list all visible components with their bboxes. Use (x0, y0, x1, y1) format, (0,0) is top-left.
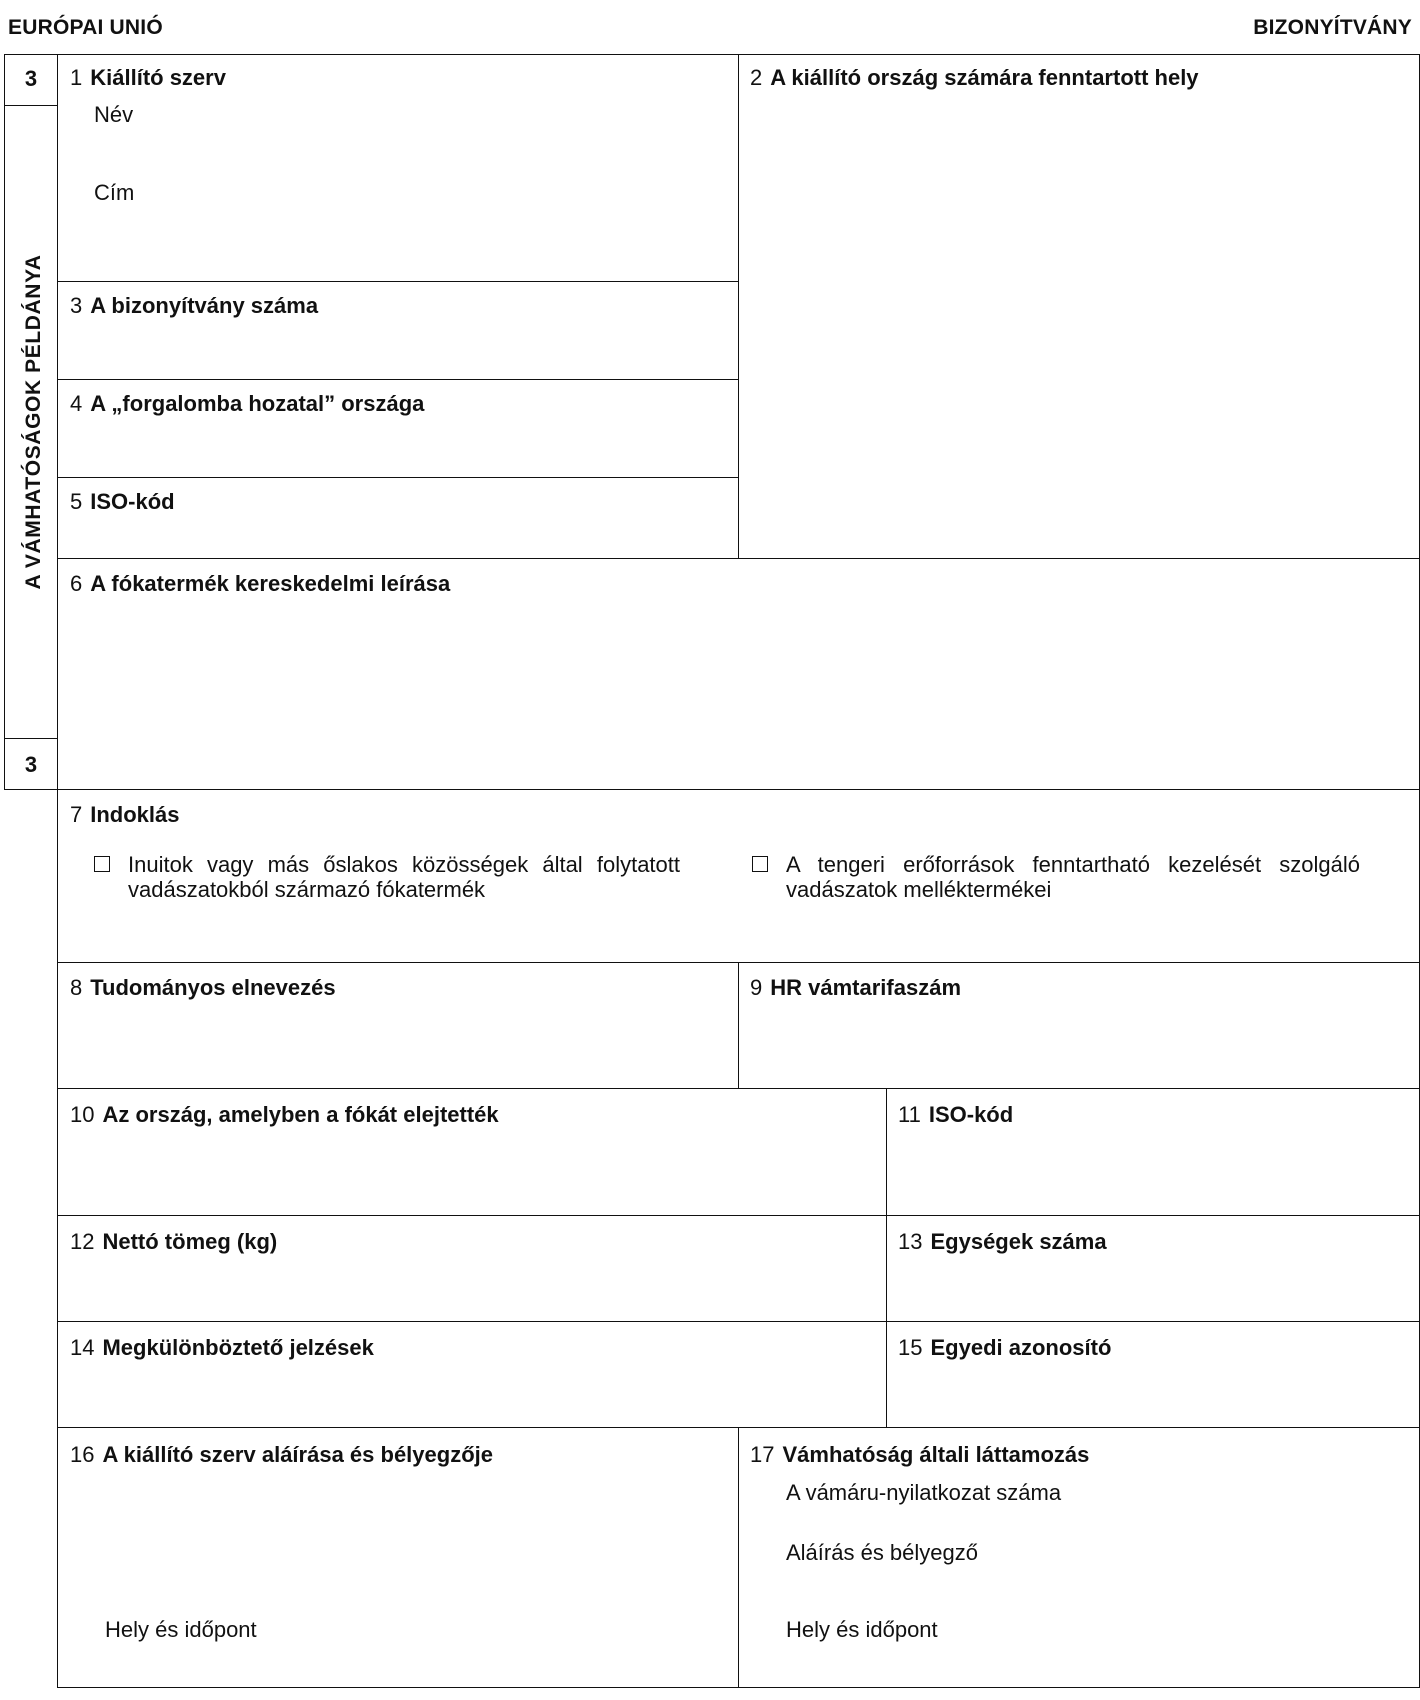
option-marine-management-text: A tengeri erőforrások fenntartható kezelését szolgáló vadászatok melléktermékei (786, 852, 1360, 902)
reason-option-marine-management[interactable] (752, 852, 1360, 902)
field-11-number: 11 (898, 1102, 921, 1127)
field-2-title: A kiállító ország számára fenntartott hely (770, 65, 1199, 90)
field-6-number: 6 (70, 571, 83, 596)
field-4-title: A „forgalomba hozatal” országa (90, 391, 425, 416)
field-4-number: 4 (70, 391, 83, 416)
field-5-number: 5 (70, 489, 83, 514)
option-indigenous-text: Inuitok vagy más őslakos közösségek által folytatott vadászatokból származó fókatermék (128, 852, 680, 902)
field-16-label (70, 1442, 493, 1468)
field-5-title: ISO-kód (90, 489, 175, 514)
field-17-number: 17 (750, 1442, 775, 1467)
checkbox-marine-management[interactable] (752, 856, 768, 872)
field-2-number: 2 (750, 65, 763, 90)
field-17-declaration-label: A vámáru-nyilatkozat száma (786, 1480, 1062, 1505)
field-7-label (70, 802, 180, 828)
field-2-label (750, 65, 1199, 91)
field-12-number: 12 (70, 1229, 95, 1254)
field-15-title: Egyedi azonosító (930, 1335, 1112, 1360)
field-6-title: A fókatermék kereskedelmi leírása (90, 571, 451, 596)
field-5-label (70, 489, 175, 515)
field-16-place-date-label: Hely és időpont (105, 1617, 257, 1642)
field-3-title: A bizonyítvány száma (90, 293, 319, 318)
copy-number-bottom: 3 (24, 752, 38, 777)
field-2-box (738, 54, 1420, 559)
field-1-number: 1 (70, 65, 83, 90)
reason-option-indigenous[interactable] (94, 852, 680, 902)
field-14-number: 14 (70, 1335, 95, 1360)
vertical-copy-label: A VÁMHATÓSÁGOK PÉLDÁNYA (22, 254, 45, 590)
field-8-label (70, 975, 336, 1001)
field-10-title: Az ország, amelyben a fókát elejtették (102, 1102, 499, 1127)
field-3-number: 3 (70, 293, 83, 318)
field-9-label (750, 975, 961, 1001)
field-10-label (70, 1102, 499, 1128)
field-17-place-date-label: Hely és időpont (786, 1617, 938, 1642)
field-1-name-label: Név (94, 102, 134, 127)
field-12-label (70, 1229, 277, 1255)
field-8-title: Tudományos elnevezés (90, 975, 336, 1000)
field-11-label (898, 1102, 1013, 1128)
field-1-label (70, 65, 226, 91)
field-15-label (898, 1335, 1111, 1361)
field-1-title: Kiállító szerv (90, 65, 226, 90)
field-13-number: 13 (898, 1229, 923, 1254)
checkbox-indigenous[interactable] (94, 856, 110, 872)
field-12-title: Nettó tömeg (kg) (102, 1229, 278, 1254)
field-9-title: HR vámtarifaszám (770, 975, 961, 1000)
field-14-label (70, 1335, 374, 1361)
header-left-title: EURÓPAI UNIÓ (8, 16, 163, 39)
field-17-signature-label: Aláírás és bélyegző (786, 1540, 978, 1565)
field-14-title: Megkülönböztető jelzések (102, 1335, 374, 1360)
field-7-number: 7 (70, 802, 83, 827)
field-13-label (898, 1229, 1107, 1255)
field-8-number: 8 (70, 975, 83, 1000)
copy-number-top: 3 (24, 66, 38, 91)
field-1-address-label: Cím (94, 180, 135, 205)
field-7-title: Indoklás (90, 802, 180, 827)
field-10-number: 10 (70, 1102, 95, 1127)
field-11-title: ISO-kód (928, 1102, 1014, 1127)
field-17-label (750, 1442, 1089, 1468)
field-13-title: Egységek száma (930, 1229, 1107, 1254)
header-right-title: BIZONYÍTVÁNY (1253, 16, 1412, 39)
field-17-title: Vámhatóság általi láttamozás (782, 1442, 1090, 1467)
field-3-label (70, 293, 318, 319)
field-4-label (70, 391, 424, 417)
field-15-number: 15 (898, 1335, 923, 1360)
field-16-number: 16 (70, 1442, 95, 1467)
field-9-number: 9 (750, 975, 763, 1000)
field-16-title: A kiállító szerv aláírása és bélyegzője (102, 1442, 493, 1467)
field-6-label (70, 571, 450, 597)
